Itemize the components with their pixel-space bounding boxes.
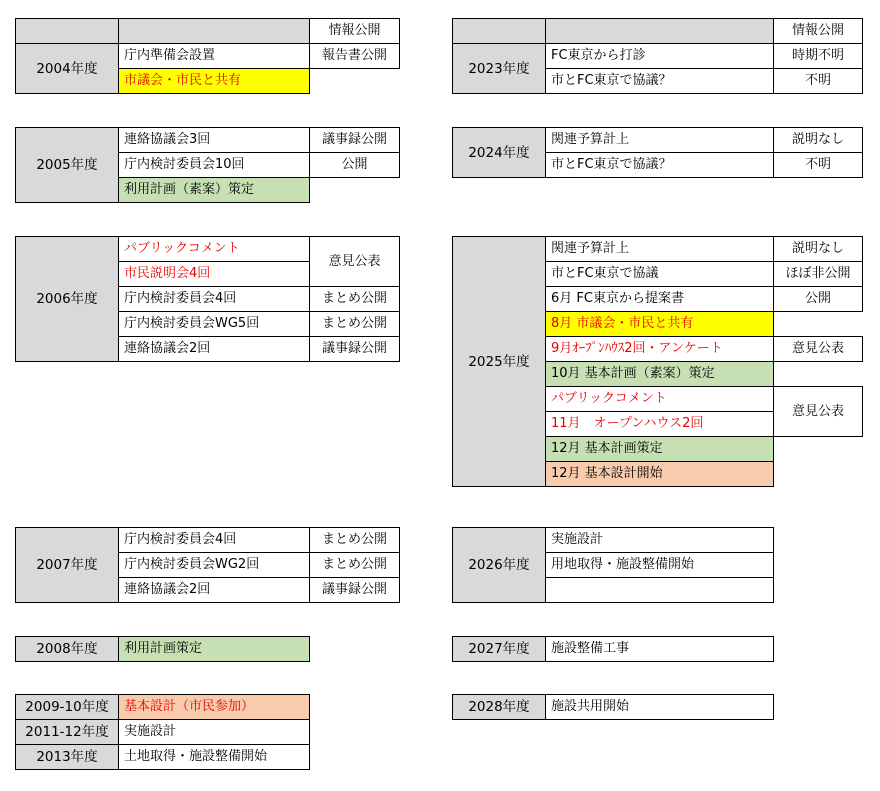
table-row [16, 720, 310, 745]
year-label: 2026年度 [453, 528, 546, 603]
table-row [453, 637, 774, 662]
table-2006 [15, 236, 400, 362]
event-cell: 市とFC東京で協議？ [546, 153, 774, 178]
table-2023 [452, 18, 863, 94]
info-cell: まとめ公開 [310, 528, 400, 553]
year-label: 2027年度 [453, 637, 546, 662]
info-cell: 公開 [774, 287, 863, 312]
event-cell: 施設整備工事 [546, 637, 774, 662]
info-cell: 議事録公開 [310, 337, 400, 362]
table-row [453, 695, 774, 720]
table-row [16, 695, 310, 720]
info-cell [774, 437, 863, 462]
event-cell: 市とFC東京で協議？ [546, 69, 774, 94]
year-label: 2028年度 [453, 695, 546, 720]
year-label: 2023年度 [453, 44, 546, 94]
info-cell: 報告書公開 [310, 44, 400, 69]
event-cell: 庁内検討委員会10回 [119, 153, 310, 178]
event-cell: 連絡協議会2回 [119, 578, 310, 603]
event-cell: 市民説明会4回 [119, 262, 310, 287]
event-cell: 施設共用開始 [546, 695, 774, 720]
info-cell: 議事録公開 [310, 578, 400, 603]
event-cell: 利用計画（素案）策定 [119, 178, 310, 203]
year-label: 2008年度 [16, 637, 119, 662]
event-cell: 実施設計 [119, 720, 310, 745]
event-cell: 8月 市議会・市民と共有 [546, 312, 774, 337]
event-cell: 庁内検討委員会WG2回 [119, 553, 310, 578]
year-label: 2024年度 [453, 128, 546, 178]
event-cell: 12月 基本計画策定 [546, 437, 774, 462]
year-label: 2011-12年度 [16, 720, 119, 745]
header-blank-event [119, 19, 310, 44]
info-cell: 説明なし [774, 128, 863, 153]
info-cell: 公開 [310, 153, 400, 178]
header-blank-event [546, 19, 774, 44]
table-2004 [15, 18, 400, 94]
event-cell: 土地取得・施設整備開始 [119, 745, 310, 770]
info-cell: 議事録公開 [310, 128, 400, 153]
event-cell: 関連予算計上 [546, 237, 774, 262]
info-cell: 意見公表 [774, 387, 863, 437]
event-cell: 9月ｵｰﾌﾟﾝﾊｳｽ2回・アンケート [546, 337, 774, 362]
event-cell: パブリックコメント [546, 387, 774, 412]
table-row [16, 44, 400, 69]
info-cell: 不明 [774, 153, 863, 178]
event-cell: 基本設計（市民参加） [119, 695, 310, 720]
table-row [453, 128, 863, 153]
year-label: 2013年度 [16, 745, 119, 770]
header-info-label: 情報公開 [310, 19, 400, 44]
table-row [453, 237, 863, 262]
event-cell: 用地取得・施設整備開始 [546, 553, 774, 578]
info-cell: 説明なし [774, 237, 863, 262]
year-label: 2006年度 [16, 237, 119, 362]
event-cell: 庁内検討委員会4回 [119, 287, 310, 312]
event-cell: 庁内検討委員会4回 [119, 528, 310, 553]
event-cell [546, 578, 774, 603]
table-row [16, 237, 400, 262]
table-row [16, 528, 400, 553]
event-cell: 市とFC東京で協議 [546, 262, 774, 287]
event-cell: 庁内準備会設置 [119, 44, 310, 69]
header-info-label: 情報公開 [774, 19, 863, 44]
info-cell: まとめ公開 [310, 312, 400, 337]
info-cell: 意見公表 [774, 337, 863, 362]
header-blank-year [16, 19, 119, 44]
info-cell: 意見公表 [310, 237, 400, 287]
info-cell: まとめ公開 [310, 287, 400, 312]
event-cell: パブリックコメント [119, 237, 310, 262]
table-2026 [452, 527, 774, 603]
info-cell: ほぼ非公開 [774, 262, 863, 287]
event-cell: 連絡協議会3回 [119, 128, 310, 153]
info-cell: まとめ公開 [310, 553, 400, 578]
info-cell [774, 362, 863, 387]
header-blank-year [453, 19, 546, 44]
table-2024 [452, 127, 863, 178]
event-cell: 10月 基本計画（素案）策定 [546, 362, 774, 387]
table-2009-2013 [15, 694, 310, 770]
info-cell [774, 312, 863, 337]
year-label: 2005年度 [16, 128, 119, 203]
year-label: 2004年度 [16, 44, 119, 94]
info-cell [310, 69, 400, 94]
event-cell: 実施設計 [546, 528, 774, 553]
table-2005 [15, 127, 400, 203]
event-cell: 関連予算計上 [546, 128, 774, 153]
year-label: 2025年度 [453, 237, 546, 487]
info-cell [310, 178, 400, 203]
year-label: 2009-10年度 [16, 695, 119, 720]
table-2027 [452, 636, 774, 662]
event-cell: 11月 オープンハウス2回 [546, 412, 774, 437]
event-cell: 連絡協議会2回 [119, 337, 310, 362]
event-cell: FC東京から打診 [546, 44, 774, 69]
table-2025 [452, 236, 863, 487]
table-row [16, 745, 310, 770]
year-label: 2007年度 [16, 528, 119, 603]
event-cell: 庁内検討委員会WG5回 [119, 312, 310, 337]
event-cell: 12月 基本設計開始 [546, 462, 774, 487]
table-header-row [16, 19, 400, 44]
table-2007 [15, 527, 400, 603]
table-row [16, 637, 310, 662]
event-cell: 市議会・市民と共有 [119, 69, 310, 94]
table-row [453, 44, 863, 69]
event-cell: 利用計画策定 [119, 637, 310, 662]
event-cell: 6月 FC東京から提案書 [546, 287, 774, 312]
table-row [453, 528, 774, 553]
table-2008 [15, 636, 310, 662]
info-cell [774, 462, 863, 487]
table-header-row [453, 19, 863, 44]
info-cell: 時期不明 [774, 44, 863, 69]
table-row [16, 128, 400, 153]
info-cell: 不明 [774, 69, 863, 94]
table-2028 [452, 694, 774, 720]
